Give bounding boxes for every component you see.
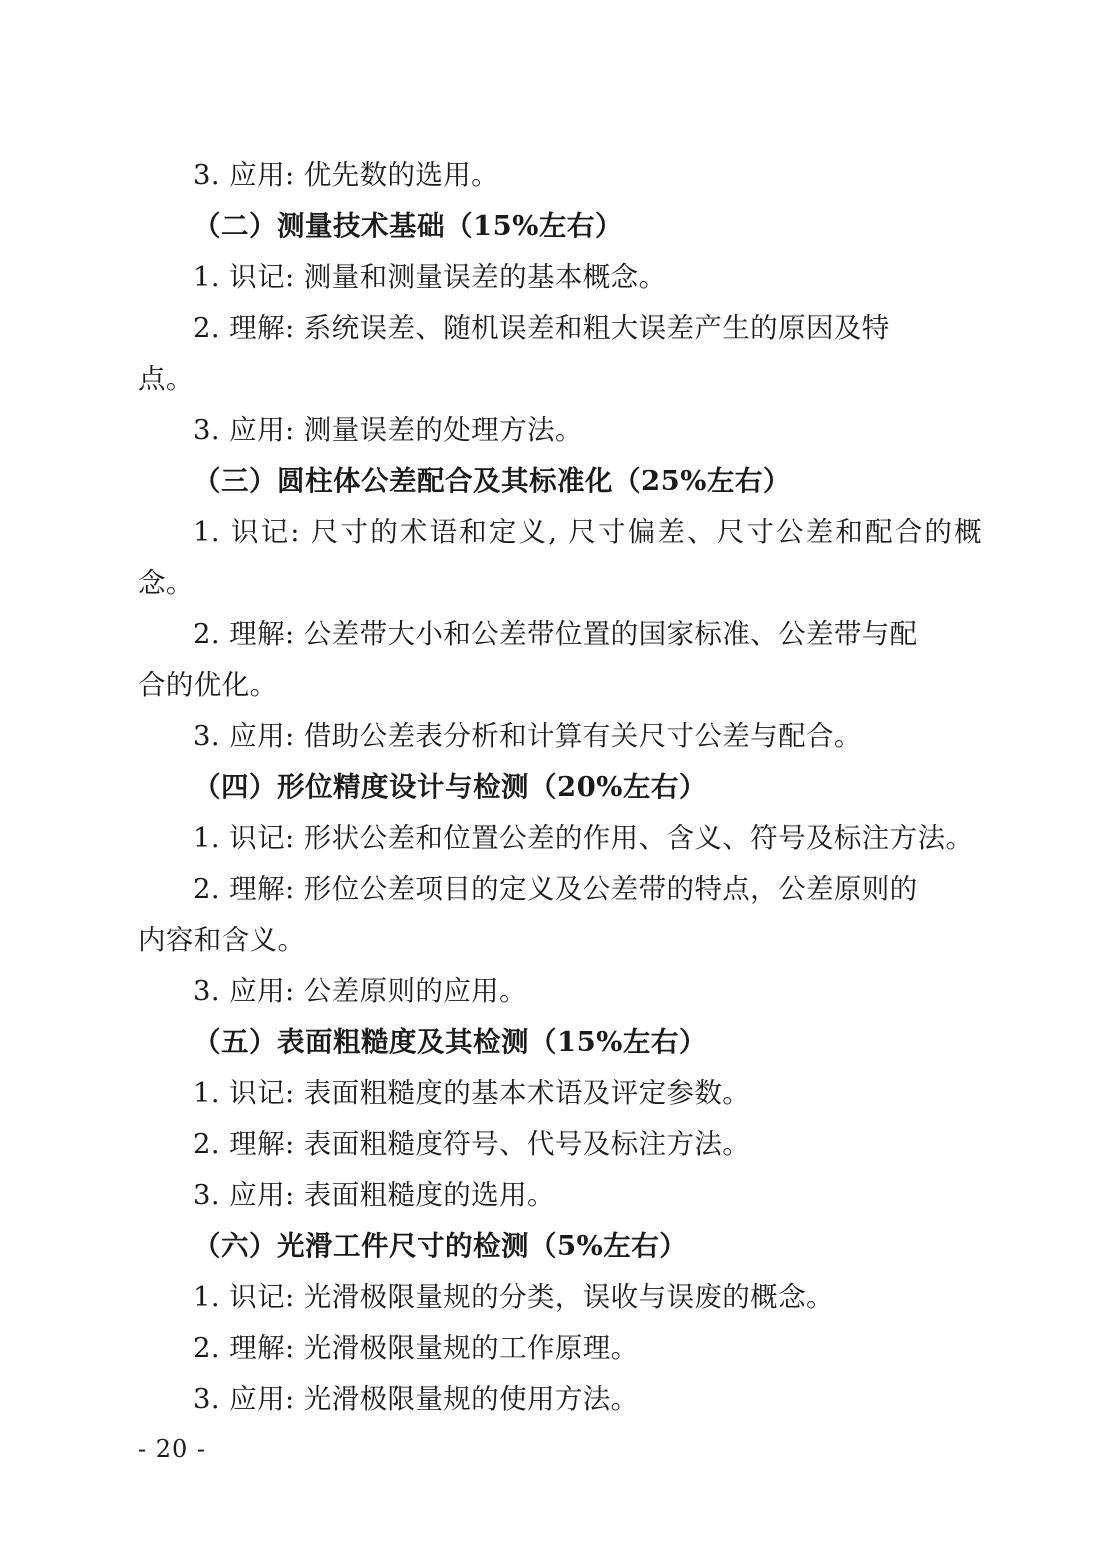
list-item: 2. 理解: 公差带大小和公差带位置的国家标准、公差带与配 <box>193 618 918 650</box>
list-item: 3. 应用: 表面粗糙度的选用。 <box>193 1179 555 1211</box>
list-item: 2. 理解: 光滑极限量规的工作原理。 <box>193 1332 639 1364</box>
section-heading: （四）形位精度设计与检测（20%左右） <box>193 771 707 803</box>
section-heading: （二）测量技术基础（15%左右） <box>193 210 623 242</box>
list-item: 3. 应用: 优先数的选用。 <box>193 159 500 191</box>
list-item: 1. 识记: 形状公差和位置公差的作用、含义、符号及标注方法。 <box>193 822 974 854</box>
list-item: 3. 应用: 公差原则的应用。 <box>193 975 527 1007</box>
list-item: 3. 应用: 测量误差的处理方法。 <box>193 414 583 446</box>
list-item: 1. 识记: 表面粗糙度的基本术语及评定参数。 <box>193 1077 751 1109</box>
page-content <box>138 150 982 1425</box>
section-heading: （三）圆柱体公差配合及其标准化（25%左右） <box>193 465 791 497</box>
list-item: 2. 理解: 形位公差项目的定义及公差带的特点，公差原则的 <box>193 873 918 905</box>
list-item: 1. 识记: 尺寸的术语和定义, 尺寸偏差、尺寸公差和配合的概念。 <box>138 516 982 599</box>
list-item: 3. 应用: 借助公差表分析和计算有关尺寸公差与配合。 <box>193 720 862 752</box>
section-heading: （五）表面粗糙度及其检测（15%左右） <box>193 1026 707 1058</box>
list-item: 2. 理解: 表面粗糙度符号、代号及标注方法。 <box>193 1128 751 1160</box>
paragraph-continuation: 内容和含义。 <box>138 924 306 956</box>
page-number: - 20 - <box>138 1435 207 1463</box>
paragraph-continuation: 合的优化。 <box>138 669 278 701</box>
paragraph-continuation: 点。 <box>138 363 194 395</box>
list-item: 3. 应用: 光滑极限量规的使用方法。 <box>193 1383 639 1415</box>
list-item: 1. 识记: 光滑极限量规的分类，误收与误废的概念。 <box>193 1281 834 1313</box>
section-heading: （六）光滑工件尺寸的检测（5%左右） <box>193 1230 688 1262</box>
list-item: 2. 理解: 系统误差、随机误差和粗大误差产生的原因及特 <box>193 312 890 344</box>
list-item: 1. 识记: 测量和测量误差的基本概念。 <box>193 261 667 293</box>
